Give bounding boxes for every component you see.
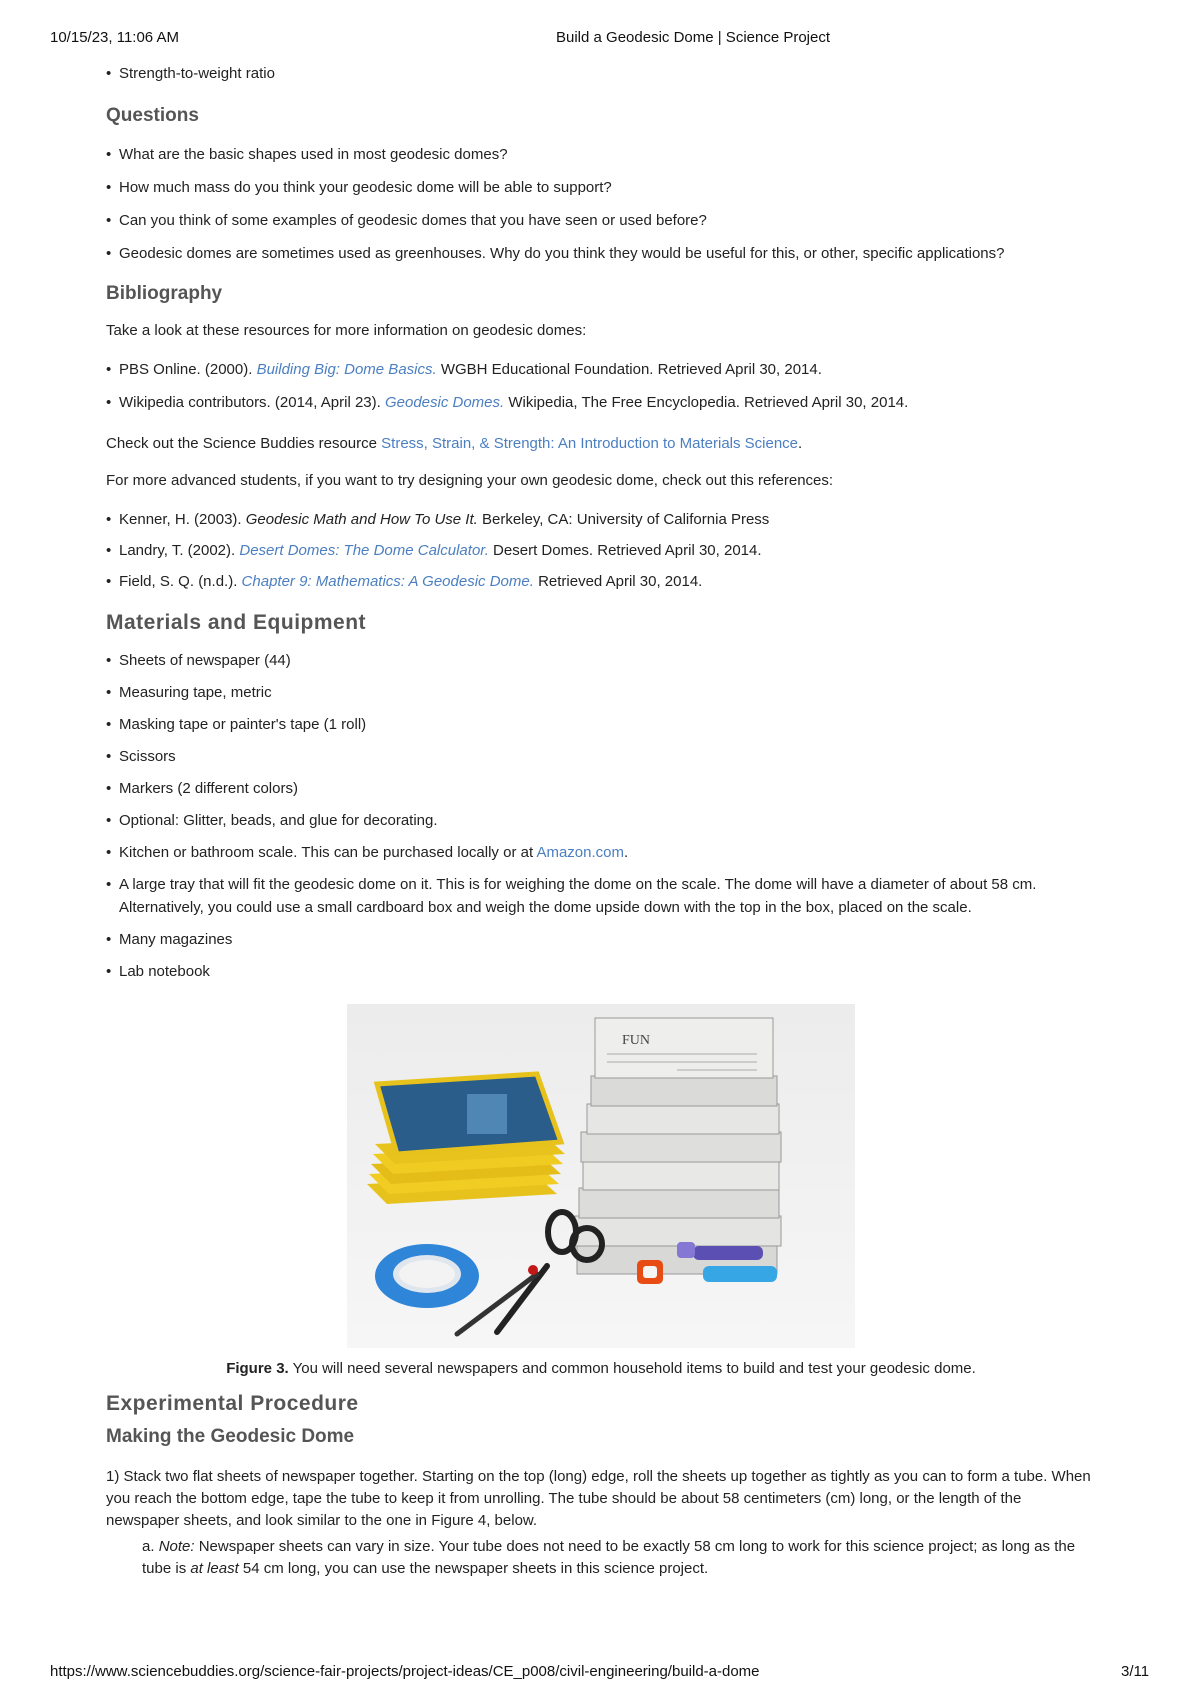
advanced-paragraph: For more advanced students, if you want to try designing your own geodesic dome, check out this references: <box>106 472 834 489</box>
reference-item: • PBS Online. (2000). Building Big: Dome Basics. WGBH Educational Foundation. Retrieved April 30, 2014. <box>106 358 1096 381</box>
list-item: • Strength-to-weight ratio <box>106 62 1096 85</box>
print-page-title: Build a Geodesic Dome | Science Project <box>556 29 831 46</box>
materials-heading: Materials and Equipment <box>106 611 367 634</box>
figure-caption: Figure 3. You will need several newspapers and common household items to build and test your geodesic dome. <box>226 1360 976 1377</box>
newspaper-headline: FUN <box>622 1033 651 1048</box>
list-item: • Geodesic domes are sometimes used as greenhouses. Why do you think they would be useful for this, or other, specific applications? <box>106 242 1096 265</box>
print-page-number: 3/11 <box>1121 1663 1150 1680</box>
reference-link-desert-domes[interactable]: Desert Domes: The Dome Calculator. <box>239 542 489 559</box>
bibliography-list <box>106 358 1096 414</box>
bibliography-heading: Bibliography <box>106 283 223 304</box>
materials-illustration <box>347 1004 855 1348</box>
materials-photo <box>347 1004 855 1348</box>
print-url: https://www.sciencebuddies.org/science-fair-projects/project-ideas/CE_p008/civil-engineering/build-a-dome <box>50 1663 760 1680</box>
reference-item: • Kenner, H. (2003). Geodesic Math and How To Use It. Berkeley, CA: University of California Press <box>106 508 1096 531</box>
procedure-subheading: Making the Geodesic Dome <box>106 1426 355 1447</box>
questions-heading: Questions <box>106 105 199 126</box>
materials-list <box>106 649 1096 983</box>
list-item: • A large tray that will fit the geodesic dome on it. This is for weighing the dome on the scale. The dome will have a diameter of about 58 cm. Alternatively, you could use a small cardboard box and weigh the dome upside down with the top in the box, placed on the scale. <box>106 873 1096 919</box>
list-item: • Kitchen or bathroom scale. This can be purchased locally or at Amazon.com. <box>106 841 1096 864</box>
list-item: • Masking tape or painter's tape (1 roll) <box>106 713 1096 736</box>
reference-item: • Landry, T. (2002). Desert Domes: The Dome Calculator. Desert Domes. Retrieved April 30, 2014. <box>106 539 1096 562</box>
procedure-step-1a: a. Note: Newspaper sheets can vary in size. Your tube does not need to be exactly 58 cm long to work for this science project; as long as the tube is at least 54 cm long, you can use the newspaper sheets in this science project. <box>142 1538 1076 1577</box>
reference-link-geodesic-domes[interactable]: Geodesic Domes. <box>384 394 505 411</box>
print-datetime: 10/15/23, 11:06 AM <box>50 29 179 46</box>
list-item: • Lab notebook <box>106 960 1096 983</box>
list-item: • What are the basic shapes used in most geodesic domes? <box>106 143 1096 166</box>
advanced-refs-list <box>106 508 1096 593</box>
painters-tape-roll <box>375 1244 479 1308</box>
list-item: • How much mass do you think your geodesic dome will be able to support? <box>106 176 1096 199</box>
list-item: • Scissors <box>106 745 1096 768</box>
list-item: • Can you think of some examples of geodesic domes that you have seen or used before? <box>106 209 1096 232</box>
list-item: • Measuring tape, metric <box>106 681 1096 704</box>
list-item: • Many magazines <box>106 928 1096 951</box>
document-body <box>106 62 1096 1580</box>
questions-list <box>106 143 1096 265</box>
measuring-tape <box>637 1260 663 1284</box>
amazon-link[interactable]: Amazon.com <box>536 844 624 861</box>
reference-item: • Wikipedia contributors. (2014, April 23). Geodesic Domes. Wikipedia, The Free Encyclopedia. Retrieved April 30, 2014. <box>106 391 1096 414</box>
list-item: • Optional: Glitter, beads, and glue for decorating. <box>106 809 1096 832</box>
list-item: • Sheets of newspaper (44) <box>106 649 1096 672</box>
stress-strain-link[interactable]: Stress, Strain, & Strength: An Introduction to Materials Science <box>381 435 799 452</box>
reference-item: • Field, S. Q. (n.d.). Chapter 9: Mathematics: A Geodesic Dome. Retrieved April 30, 2014. <box>106 570 1096 593</box>
magazine-stack <box>367 1074 565 1204</box>
list-item: • Markers (2 different colors) <box>106 777 1096 800</box>
reference-link-chapter-9[interactable]: Chapter 9: Mathematics: A Geodesic Dome. <box>241 573 534 590</box>
newspaper-stack <box>575 1018 781 1274</box>
figure-3 <box>106 1004 1096 1380</box>
procedure-step-1: 1) Stack two flat sheets of newspaper together. Starting on the top (long) edge, roll the sheets up together as tightly as you can to form a tube. When you reach the bottom edge, tape the tube to keep it from unrolling. The tube should be about 58 centimeters (cm) long, or the length of the newspaper sheets, and look similar to the one in Figure 4, below. <box>106 1468 1091 1529</box>
procedure-heading: Experimental Procedure <box>106 1392 359 1415</box>
check-out-paragraph: Check out the Science Buddies resource Stress, Strain, & Strength: An Introduction to Materials Science. <box>106 435 803 452</box>
reference-link-building-big[interactable]: Building Big: Dome Basics. <box>256 361 437 378</box>
top-list <box>106 62 1096 85</box>
bibliography-intro: Take a look at these resources for more information on geodesic domes: <box>106 322 587 339</box>
